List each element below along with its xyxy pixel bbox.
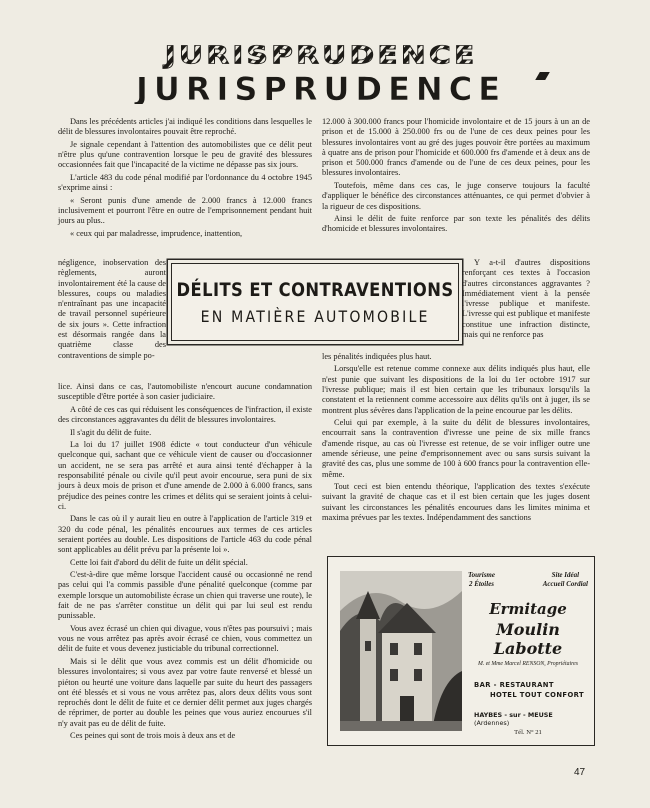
paragraph: La loi du 17 juillet 1908 édicte « tout conducteur d'un véhicule quelconque qui, sachant que ce véhicule vient de causer ou d'occasionner un accident, ne se sera pas arrêté et aura ainsi tenté d'échapper à la responsabilité pénale ou civile qu'il peut avoir encourue, sera puni de six jours à deux mois de prison et d'une amende de 2.000 à 6.000 francs, sans préjudice des peines contre les crimes et délits qui se seraient joints à celui-ci. <box>58 440 312 511</box>
ad-owners: M. et Mme Marcel RENSON, Propriétaires <box>478 661 578 667</box>
page-number: 47 <box>574 767 586 778</box>
section-subtitle: EN MATIÈRE AUTOMOBILE <box>200 306 430 326</box>
left-column-bottom <box>58 382 312 744</box>
paragraph: Cette loi fait d'abord du délit de fuite un délit spécial. <box>70 557 248 567</box>
paragraph: Vous avez écrasé un chien qui divague, vous n'êtes pas poursuivi ; mais vous ne vous arrêtez pas après avoir écrasé ce chien, vous commettez un délit de fuite et vous devenez justiciable du tribunal correctionnel. <box>58 623 312 654</box>
ad-name-line2: Moulin Labotte <box>493 620 563 658</box>
paragraph: Toutefois, même dans ces cas, le juge conserve toujours la faculté d'appliquer le bénéfice des circonstances atténuantes, ce qui permet d'obvier à la rigueur de ces dispositions. <box>322 180 590 211</box>
ad-name-line1: Ermitage <box>489 600 567 618</box>
paragraph: les pénalités indiquées plus haut. <box>322 352 432 361</box>
section-title-box <box>171 263 459 341</box>
banner-graphic <box>36 44 606 104</box>
tagline-left: Tourisme 2 Étoiles <box>468 571 495 588</box>
paragraph: A côté de ces cas qui réduisent les conséquences de l'infraction, il existe des circonstances aggravantes du délit de blessures involontaires. <box>58 404 312 425</box>
ad-location <box>468 711 588 727</box>
paragraph: Tout ceci est bien entendu théorique, l'application des textes s'exécute suivant la gravité de chaque cas et il est bien certain que les juges dosent suivant les circonstances les pénalités encourues dans les limites minima et maxima prévues par les textes. Indépendamment des sanctions <box>322 482 590 523</box>
ad-info <box>468 571 588 736</box>
paragraph: Ces peines qui sont de trois mois à deux ans et de <box>70 731 236 741</box>
section-title: DÉLITS ET CONTRAVENTIONS <box>176 278 454 301</box>
right-column-bottom <box>322 352 590 526</box>
right-column-top <box>322 117 590 237</box>
header-banner <box>36 44 606 104</box>
paragraph: Y a-t-il d'autres dispositions renforçant ces textes à l'occasion d'autres circonstances aggravantes ? Immédiatement vient à la pensée l'ivresse publique et manifeste. L'ivresse qui est publique et manifeste constitue une infraction distincte, mais qui ne renforce pas <box>462 258 590 340</box>
paragraph: « ceux qui par maladresse, imprudence, inattention, <box>70 228 243 238</box>
page-title: JURISPRUDENCE <box>135 70 507 104</box>
building-icon <box>340 571 462 731</box>
left-wrap-text <box>58 258 166 363</box>
tagline-right: Site Idéal Accueil Cordial <box>542 571 588 588</box>
svg-text:JURISPRUDENCE: JURISPRUDENCE <box>164 44 478 70</box>
paragraph: Je signale cependant à l'attention des automobilistes que ce délit peut n'être plus qu'une contravention lorsque le peu de gravité des blessures occasionnées fait que l'incapacité de la victime ne dépasse pas six jours. <box>58 139 312 170</box>
paragraph: lice. Ainsi dans ce cas, l'automobiliste n'encourt aucune condamnation susceptible d'être portée à son casier judiciaire. <box>58 382 312 402</box>
right-wrap-text <box>462 258 590 343</box>
ad-tagline-row <box>468 571 588 588</box>
paragraph: Lorsqu'elle est retenue comme connexe aux délits indiqués plus haut, elle n'est punie que suivant les dispositions de la loi du 1er octobre 1917 sur l'ivresse publique; mais il est bien certain que les tribunaux lorsqu'ils la constatent et la retiennent comme accessoire aux délits qu'ils ont à juger, ils se montrent plus sévères dans l'application de la peine encourue par les délits. <box>322 364 590 415</box>
ad-town: HAYBES - sur - MEUSE <box>474 711 553 719</box>
paragraph: Mais si le délit que vous avez commis est un délit d'homicide ou blessures involontaires; si vous avez par votre faute renversé et blessé un piéton ou heurté une voiture dans laquelle par suite du heurt des passagers ont été blessés et si vous ne vous arrêtez pas, alors deux délits vous sont reprochés dont le délit de fuite et ce dernier délit permet aux juges chargés de réprimer, de porter au double les peines que vous auriez encourues s'il n'y avait pas eu de délit de fuite. <box>58 656 312 728</box>
ad-department: (Ardennes) <box>474 719 510 727</box>
paragraph: Dans les précédents articles j'ai indiqué les conditions dans lesquelles le délit de blessures involontaires pouvait être reproché. <box>58 117 312 137</box>
ad-phone: Tél. N° 21 <box>514 729 542 736</box>
left-column-top <box>58 117 312 241</box>
ad-hotel: HOTEL TOUT CONFORT <box>489 691 584 699</box>
paragraph: négligence, inobservation des règlements, auront involontairement été la cause de blessures, coups ou maladies n'entraînant pas une incapacité de travail personnel supérieure de six jours ». Cette infraction est désormais rangée dans la quatrième classe des contraventions de simple po- <box>58 258 166 360</box>
paragraph: L'article 483 du code pénal modifié par l'ordonnance du 4 octobre 1945 s'exprime ainsi : <box>58 172 312 193</box>
paragraph: 12.000 à 300.000 francs pour l'homicide involontaire et de 15 jours à un an de prison et de 15.000 à 250.000 frs ou de l'une de ces deux peines pour les blessures involontaires vont au gré des juges pouvoir être portées au maximum à quatre ans de prison pour l'homicide et 600.000 frs d'amende et à deux ans de prison et 500.000 francs d'amende ou de l'une de ces deux peines, pour les blessures involontaires. <box>322 117 590 178</box>
paragraph: Il s'agit du délit de fuite. <box>70 427 152 437</box>
ad-bar-restaurant: BAR - RESTAURANT <box>474 681 554 689</box>
paragraph: « Seront punis d'une amende de 2.000 francs à 12.000 francs inclusivement et pourront l'être en outre de l'emprisonnement pendant huit jours au plus.. <box>58 195 312 226</box>
paragraph: Celui qui par exemple, à la suite du délit de blessures involontaires, encourrait sans la contravention d'ivresse une peine de six mille francs d'amende risque, au cas où l'ivresse est retenue, de se voir infliger outre une amende sérieuse, une peine d'emprisonnement avec ou sans sursis suivant la gravité des cas, plus une somme de 100 à 600 francs pour la contravention elle-même. <box>322 418 590 479</box>
advertisement <box>327 556 595 746</box>
hotel-photo <box>340 571 462 731</box>
paragraph: C'est-à-dire que même lorsque l'accident causé ou occasionné ne rend pas celui qui l'a commis passible d'une pénalité quelconque (comme par exemple lorsque un automobiliste écrase un chien qui traverse une route), le fait de ne pas s'arrêter constitue un délit qui par lui seul est rendu punissable. <box>58 570 312 621</box>
paragraph: Ainsi le délit de fuite renforce par son texte les pénalités des délits d'homicide et blessures involontaires. <box>322 214 590 234</box>
paragraph: Dans le cas où il y aurait lieu en outre à l'application de l'article 319 et 320 du code pénal, les pénalités encourues aux termes de ces articles seraient portées au double. Les dispositions de l'article 463 du code pénal sont applicables au délit prévu par la présente loi ». <box>58 514 312 555</box>
